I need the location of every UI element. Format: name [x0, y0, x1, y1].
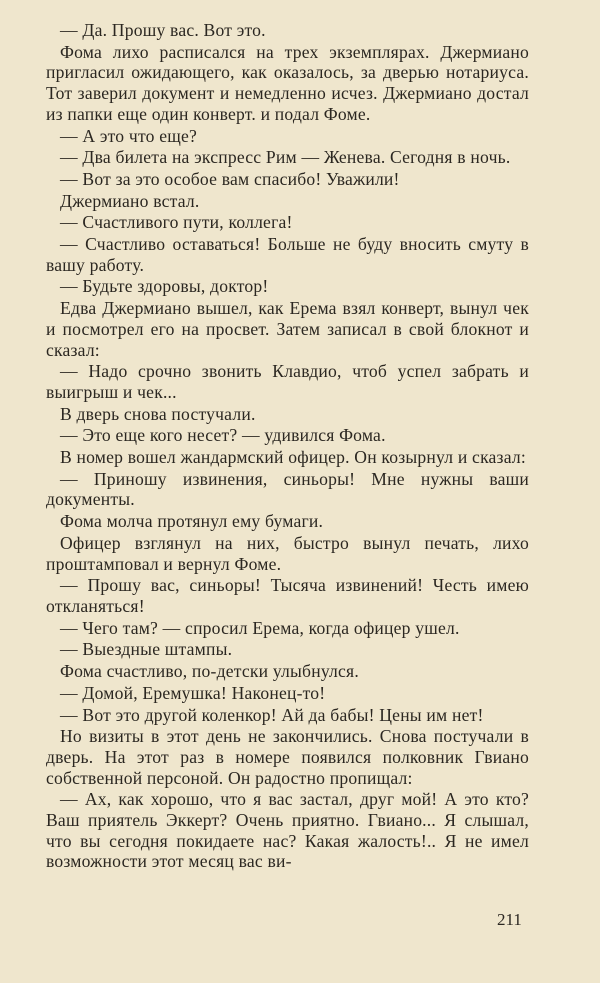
- paragraph: — Счастливого пути, коллега!: [60, 212, 293, 233]
- paragraph: Но визиты в этот день не закончились. Снова постучали в дверь. На этот раз в номере появился полковник Гвиано собственной персоной. Он радостно пропищал:: [46, 726, 529, 788]
- paragraph: — Будьте здоровы, доктор!: [60, 276, 269, 297]
- paragraph: Фома счастливо, по-детски улыбнулся.: [60, 661, 359, 682]
- paragraph: Едва Джермиано вышел, как Ерема взял конверт, вынул чек и посмотрел его на просвет. Затем записал в свой блокнот и сказал:: [46, 298, 529, 360]
- paragraph: — Прошу вас, синьоры! Тысяча извинений! Честь имею откланяться!: [46, 575, 529, 616]
- paragraph: — Ах, как хорошо, что я вас застал, друг мой! А это кто? Ваш приятель Эккерт? Очень приятно. Гвиано... Я слышал, что вы сегодня покидаете нас? Какая жалость!.. Я не имел возможности этот месяц вас ви-: [46, 789, 529, 872]
- paragraph: В номер вошел жандармский офицер. Он козырнул и сказал:: [60, 447, 526, 468]
- paragraph: — Надо срочно звонить Клавдио, чтоб успел забрать и выигрыш и чек...: [46, 361, 529, 402]
- paragraph: — Домой, Еремушка! Наконец-то!: [60, 682, 326, 703]
- paragraph: Джермиано встал.: [60, 190, 200, 211]
- paragraph: — Приношу извинения, синьоры! Мне нужны ваши документы.: [46, 468, 529, 510]
- paragraph: — Выездные штампы.: [60, 639, 233, 660]
- paragraph: Фома лихо расписался на трех экземплярах. Джермиано пригласил ожидающего, как оказалось, за дверью нотариуса. Тот заверил документ и немедленно исчез. Джермиано достал из папки еще один конверт. и подал Фоме.: [46, 41, 529, 124]
- body-text: [46, 20, 529, 873]
- paragraph: В дверь снова постучали.: [60, 403, 256, 424]
- page-number: 211: [497, 910, 522, 929]
- paragraph: Офицер взглянул на них, быстро вынул печать, лихо проштамповал и вернул Фоме.: [46, 532, 529, 574]
- paragraph: Фома молча протянул ему бумаги.: [60, 511, 324, 532]
- paragraph: — Два билета на экспресс Рим — Женева. Сегодня в ночь.: [60, 147, 511, 168]
- paragraph: — Чего там? — спросил Ерема, когда офицер ушел.: [60, 617, 460, 638]
- paragraph: — Счастливо оставаться! Больше не буду вносить смуту в вашу работу.: [46, 234, 529, 275]
- paragraph: — А это что еще?: [60, 125, 197, 146]
- paragraph: — Это еще кого несет? — удивился Фома.: [60, 425, 386, 446]
- paragraph: — Да. Прошу вас. Вот это.: [60, 20, 266, 40]
- paragraph: — Вот за это особое вам спасибо! Уважили!: [60, 168, 400, 189]
- paragraph: — Вот это другой коленкор! Ай да бабы! Цены им нет!: [60, 704, 484, 725]
